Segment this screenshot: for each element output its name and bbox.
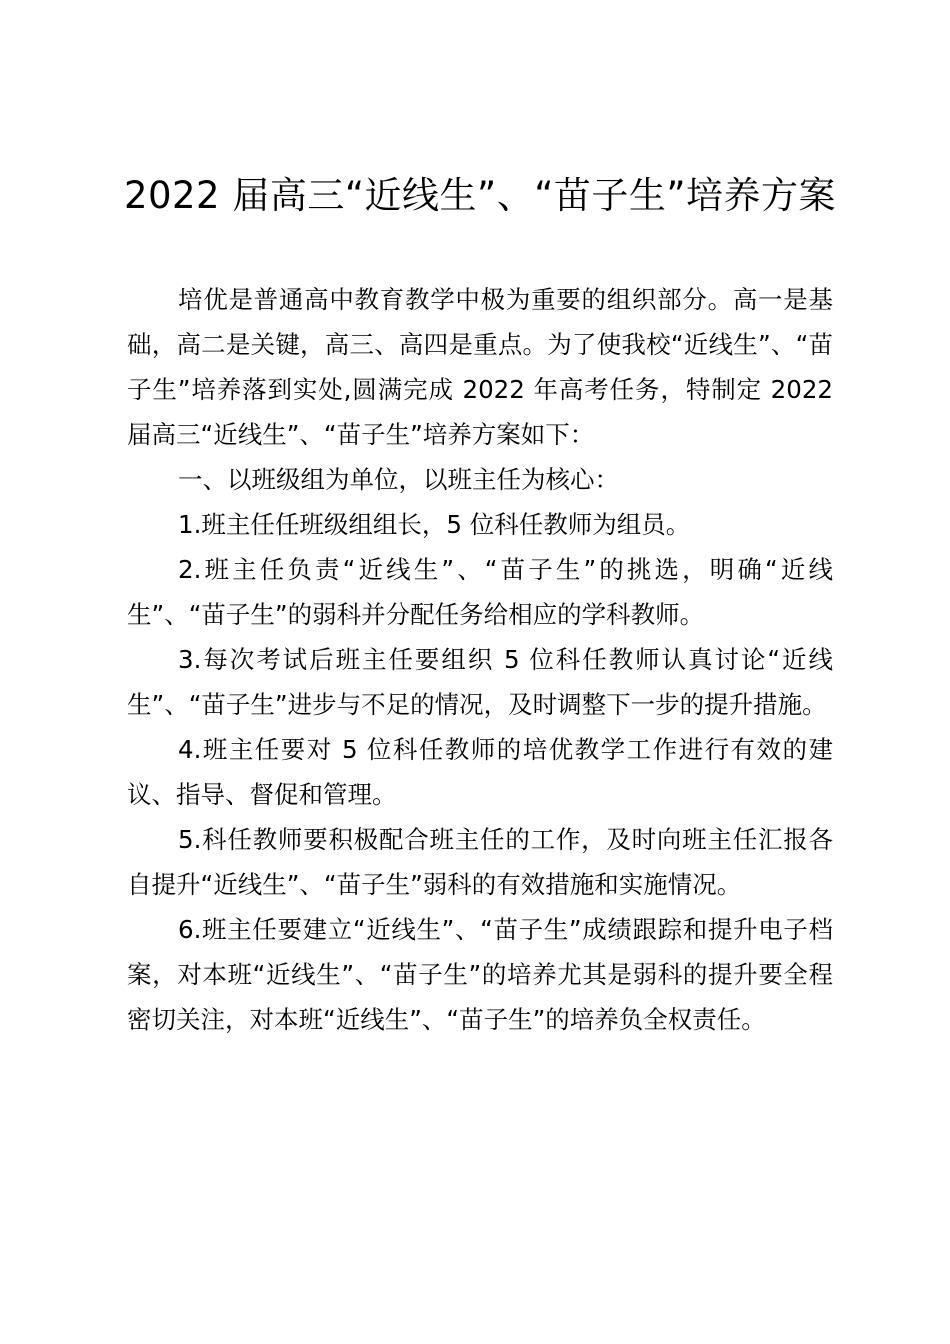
paragraph-item-6: 6.班主任要建立“近线生”、“苗子生”成绩跟踪和提升电子档案，对本班“近线生”、“苗子生”的培养尤其是弱科的提升要全程密切关注，对本班“近线生”、“苗子生”的培养负全权责任。 [127, 915, 833, 1034]
paragraph-item-3: 3.每次考试后班主任要组织 5 位科任教师认真讨论“近线生”、“苗子生”进步与不足的情况，及时调整下一步的提升措施。 [127, 645, 833, 719]
document-body [127, 277, 833, 1042]
document-title: 2022 届高三“近线生”、“苗子生”培养方案 [123, 174, 837, 217]
paragraph-item-2: 2.班主任负责“近线生”、“苗子生”的挑选，明确“近线生”、“苗子生”的弱科并分配任务给相应的学科教师。 [127, 555, 833, 629]
paragraph-intro: 培优是普通高中教育教学中极为重要的组织部分。高一是基础，高二是关键，高三、高四是重点。为了使我校“近线生”、“苗子生”培养落到实处,圆满完成 2022 年高考任务，特制定 2022 届高三“近线生”、“苗子生”培养方案如下： [127, 285, 833, 449]
paragraph-section-heading: 一、以班级组为单位，以班主任为核心： [178, 465, 619, 494]
paragraph-item-1: 1.班主任任班级组组长，5 位科任教师为组员。 [178, 510, 691, 539]
paragraph-item-5: 5.科任教师要积极配合班主任的工作，及时向班主任汇报各自提升“近线生”、“苗子生”弱科的有效措施和实施情况。 [127, 825, 833, 899]
paragraph-item-4: 4.班主任要对 5 位科任教师的培优教学工作进行有效的建议、指导、督促和管理。 [127, 735, 833, 809]
